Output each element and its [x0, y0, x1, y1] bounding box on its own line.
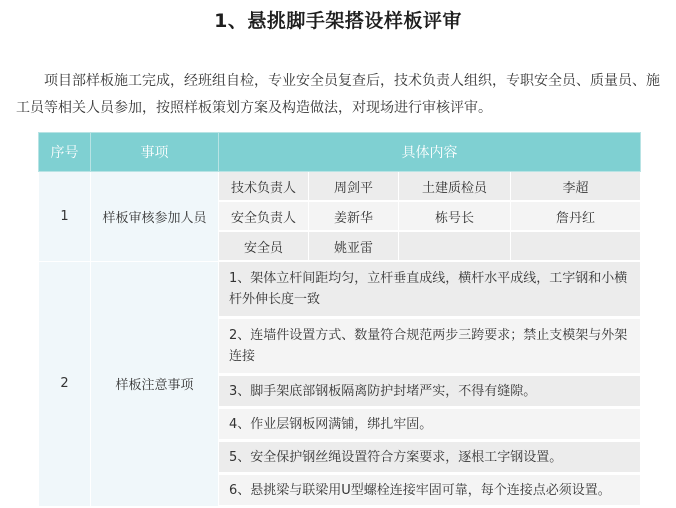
table-row [39, 172, 641, 202]
section-title: 1、悬挑脚手架搭设样板评审 [214, 10, 462, 32]
empty-cell [399, 231, 511, 261]
header-seq: 序号 [39, 133, 91, 172]
note-item: 2、连墙件设置方式、数量符合规范两步三跨要求；禁止支模架与外架连接 [219, 318, 641, 375]
empty-cell [511, 231, 641, 261]
person-role: 技术负责人 [219, 172, 309, 202]
person-role: 土建质检员 [399, 172, 511, 202]
row2-item: 样板注意事项 [91, 261, 219, 507]
note-item: 6、悬挑梁与联梁用U型螺栓连接牢固可靠，每个连接点必须设置。 [219, 474, 641, 507]
header-content: 具体内容 [219, 133, 641, 172]
note-item: 4、作业层钢板网满铺，绑扎牢固。 [219, 408, 641, 441]
review-table [38, 132, 640, 508]
person-name: 周剑平 [309, 172, 399, 202]
note-item: 1、架体立杆间距均匀，立杆垂直成线，横杆水平成线，工字钢和小横杆外伸长度一致 [219, 261, 641, 318]
table-header-row [39, 133, 641, 172]
table-row [39, 261, 641, 318]
person-name: 姚亚雷 [309, 231, 399, 261]
person-role: 栋号长 [399, 201, 511, 231]
row1-seq: 1 [39, 172, 91, 262]
person-name: 姜新华 [309, 201, 399, 231]
person-name: 詹丹红 [511, 201, 641, 231]
person-name: 李超 [511, 172, 641, 202]
person-role: 安全员 [219, 231, 309, 261]
note-item: 3、脚手架底部钢板隔离防护封堵严实，不得有缝隙。 [219, 375, 641, 408]
header-item: 事项 [91, 133, 219, 172]
row2-seq: 2 [39, 261, 91, 507]
intro-paragraph: 项目部样板施工完成，经班组自检，专业安全员复查后，技术负责人组织，专职安全员、质量员、施工员等相关人员参加，按照样板策划方案及构造做法，对现场进行审核评审。 [16, 73, 660, 116]
note-item: 5、安全保护钢丝绳设置符合方案要求，逐根工字钢设置。 [219, 441, 641, 474]
person-role: 安全负责人 [219, 201, 309, 231]
row1-item: 样板审核参加人员 [91, 172, 219, 262]
